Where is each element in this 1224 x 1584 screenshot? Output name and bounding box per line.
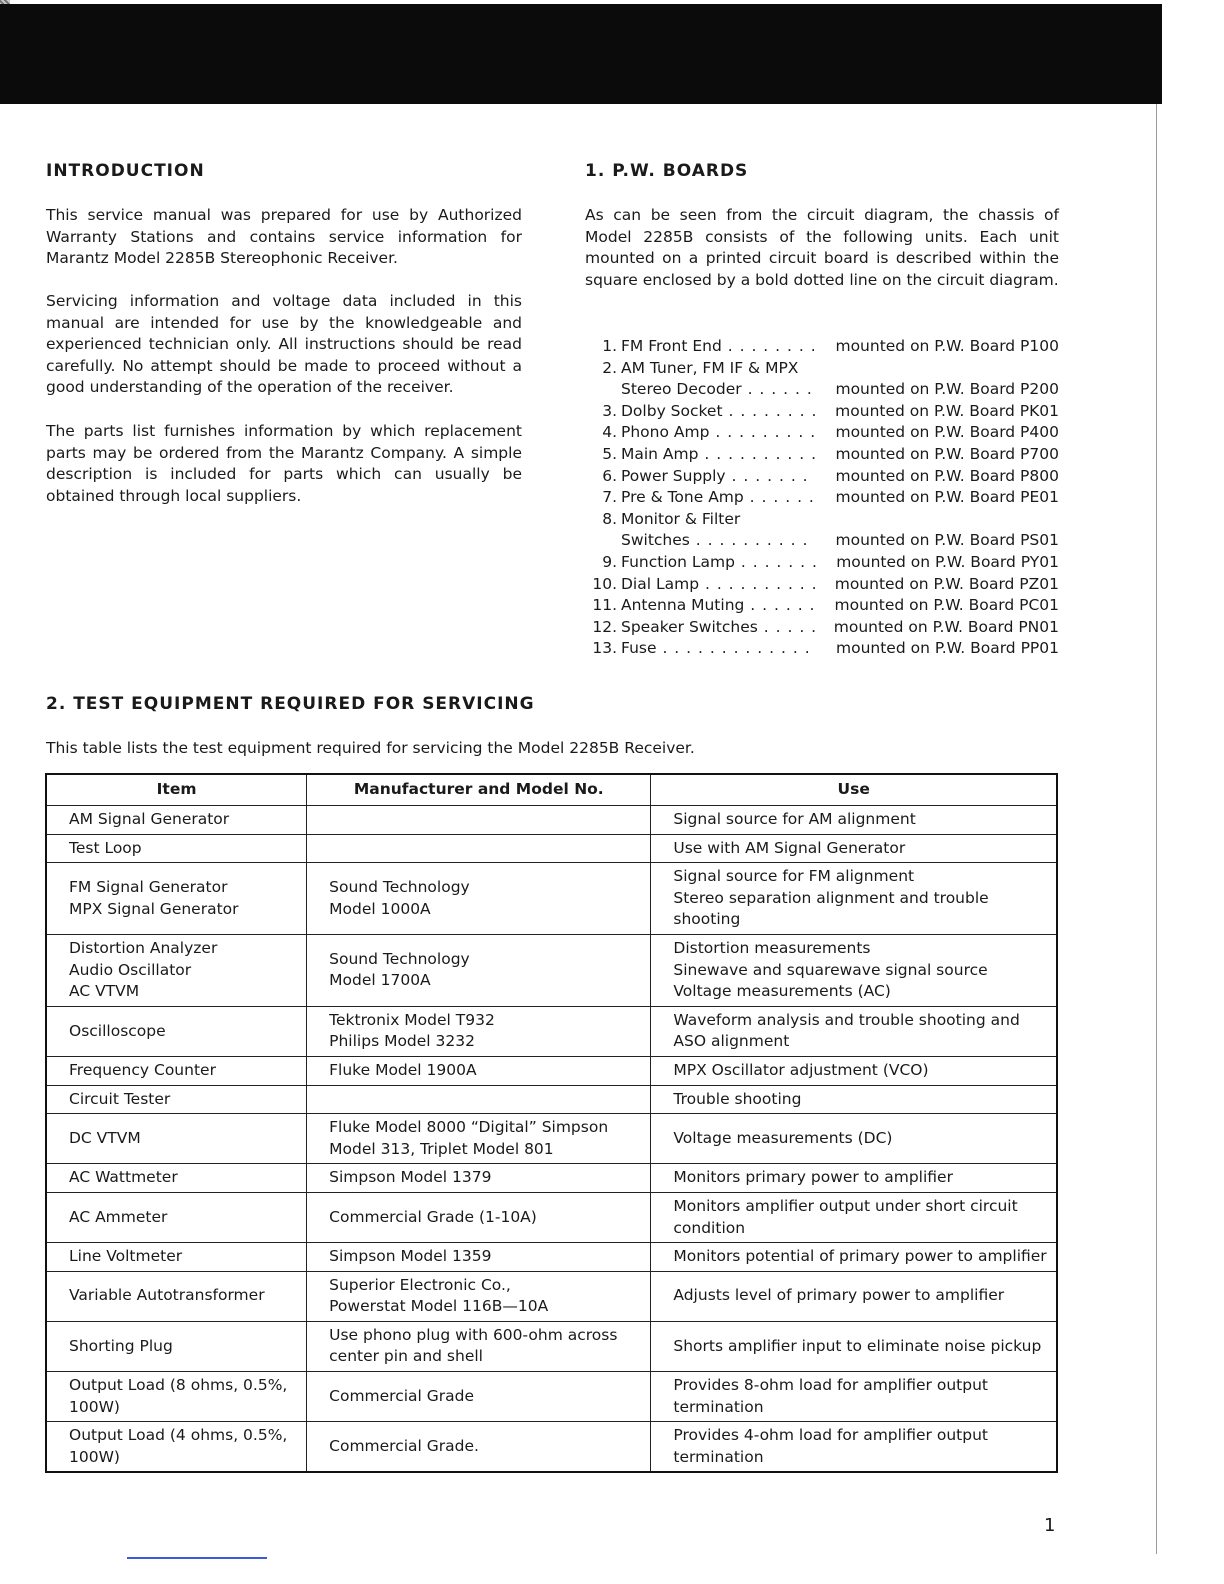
list-item-number: 2. [602,358,617,377]
introduction-title: INTRODUCTION [46,161,205,181]
list-item-name: Monitor & Filter [621,509,741,528]
list-item-number: 12. [592,617,617,636]
list-item-name-cont: Stereo Decoder . . . [617,379,816,401]
cell-item: Output Load (8 ohms, 0.5%, 100W) [46,1372,307,1422]
list-item-number: 7. [602,488,617,507]
list-item [585,336,1059,358]
cell-use: Monitors amplifier output under short circuit condition [651,1192,1057,1242]
table-row [46,1422,1057,1473]
table-row [46,1271,1057,1321]
intro-paragraph-1: This service manual was prepared for use by Authorized Warranty Stations and contains service information for Marantz Model 2285B Stereophonic Receiver. [46,206,522,268]
cell-manufacturer: Commercial Grade (1-10A) [307,1192,651,1242]
page-number: 1 [1044,1515,1056,1536]
list-item-number: 10. [592,574,617,593]
cell-item: DC VTVM [46,1114,307,1164]
list-item-name: Main Amp . . . [617,444,816,466]
list-item [585,444,1059,466]
cell-manufacturer: Simpson Model 1359 [307,1243,651,1272]
list-item-board: mounted on P.W. Board P800 [816,466,1059,488]
table-row [46,1085,1057,1114]
cell-manufacturer: Use phono plug with 600-ohm across center pin and shell [307,1321,651,1371]
cell-item: Distortion Analyzer Audio Oscillator AC VTVM [46,934,307,1006]
list-item-number: 5. [602,444,617,463]
list-item-board: mounted on P.W. Board PZ01 [816,574,1059,596]
list-item-number: 1. [602,337,617,355]
cell-use: Trouble shooting [651,1085,1057,1114]
table-row [46,1056,1057,1085]
cell-manufacturer: Fluke Model 1900A [307,1056,651,1085]
cell-item: Output Load (4 ohms, 0.5%, 100W) [46,1422,307,1473]
cell-item: Frequency Counter [46,1056,307,1085]
table-row [46,1114,1057,1164]
test-equipment-intro: This table lists the test equipment required for servicing the Model 2285B Receiver. [46,739,695,757]
table-row [46,1243,1057,1272]
list-item-board: mounted on P.W. Board P700 [816,444,1059,466]
list-item-name: Antenna Muting . . . [617,595,816,617]
cell-manufacturer: Superior Electronic Co., Powerstat Model 116B—10A [307,1271,651,1321]
cell-use: Use with AM Signal Generator [651,834,1057,863]
pw-boards-title: 1. P.W. BOARDS [585,161,749,181]
list-item-number: 9. [602,552,617,571]
cell-use: Voltage measurements (DC) [651,1114,1057,1164]
table-row [46,1164,1057,1193]
table-row [46,934,1057,1006]
list-item-name: Function Lamp . . . [617,552,816,574]
list-item-board: mounted on P.W. Board P100 [816,336,1059,358]
cell-manufacturer: Fluke Model 8000 “Digital” Simpson Model 313, Triplet Model 801 [307,1114,651,1164]
cell-use: Provides 8-ohm load for amplifier output termination [651,1372,1057,1422]
list-item [585,574,1059,596]
intro-paragraph-3: The parts list furnishes information by which replacement parts may be ordered from the Marantz Company. A simple description is included for parts which can usually be obtained through local suppliers. [46,422,522,505]
list-item-number: 3. [602,401,617,420]
cell-manufacturer: Sound Technology Model 1700A [307,934,651,1006]
list-item-board: mounted on P.W. Board PC01 [816,595,1059,617]
cell-use: Signal source for FM alignment Stereo separation alignment and trouble shooting [651,863,1057,935]
list-item-board: mounted on P.W. Board PN01 [816,617,1059,639]
cell-item: Test Loop [46,834,307,863]
cell-manufacturer [307,806,651,835]
cell-use: Adjusts level of primary power to amplifier [651,1271,1057,1321]
list-item-board: mounted on P.W. Board PE01 [816,487,1059,509]
list-item-name-cont: Switches . . . [617,530,816,552]
cell-item: AC Ammeter [46,1192,307,1242]
list-item [585,552,1059,574]
cell-item: Variable Autotransformer [46,1271,307,1321]
header-use: Use [651,774,1057,806]
list-item [585,617,1059,639]
cell-use: Signal source for AM alignment [651,806,1057,835]
cell-manufacturer: Sound Technology Model 1000A [307,863,651,935]
list-item-board: mounted on P.W. Board PY01 [816,552,1059,574]
table-row [46,834,1057,863]
cell-use: Waveform analysis and trouble shooting and ASO alignment [651,1006,1057,1056]
list-item-name: AM Tuner, FM IF & MPX [621,358,799,377]
header-banner [0,4,1162,104]
list-item-name: Pre & Tone Amp . . . [617,487,816,509]
list-item-name: Power Supply . . . [617,466,816,488]
cell-use: Monitors potential of primary power to amplifier [651,1243,1057,1272]
cell-item: Shorting Plug [46,1321,307,1371]
cell-item: Oscilloscope [46,1006,307,1056]
cell-item: FM Signal Generator MPX Signal Generator [46,863,307,935]
cell-item: Line Voltmeter [46,1243,307,1272]
cell-manufacturer: Simpson Model 1379 [307,1164,651,1193]
header-item: Item [46,774,307,806]
cell-manufacturer [307,1085,651,1114]
list-item-name: FM Front End . . . [617,336,816,358]
pw-boards-intro: As can be seen from the circuit diagram, the chassis of Model 2285B consists of the following units. Each unit mounted on a printed circuit board is described within the square enclosed by a bold dotted line on the circuit diagram. [585,206,1059,289]
cell-use: Distortion measurements Sinewave and squarewave signal source Voltage measurements (AC) [651,934,1057,1006]
table-row [46,1372,1057,1422]
list-item-number: 4. [602,423,617,442]
list-item [585,466,1059,488]
list-item-name: Dolby Socket . . . [617,401,816,423]
cell-use: Provides 4-ohm load for amplifier output termination [651,1422,1057,1473]
list-item [585,509,1059,552]
cell-manufacturer: Commercial Grade. [307,1422,651,1473]
list-item-name: Dial Lamp . . . [617,574,816,596]
intro-paragraph-2: Servicing information and voltage data included in this manual are intended for use by the knowledgeable and experienced technician only. All instructions should be read carefully. No attempt should be made to proceed without a good understanding of the operation of the receiver. [46,292,522,397]
list-item-name: Phono Amp . . . [617,422,816,444]
table-row [46,1192,1057,1242]
table-body [46,806,1057,1473]
list-item-number: 6. [602,466,617,485]
cell-item: Circuit Tester [46,1085,307,1114]
list-item-name: Fuse . . . [617,638,816,660]
scan-artifact-line [127,1557,267,1559]
cell-manufacturer: Commercial Grade [307,1372,651,1422]
page-edge-rule [1156,104,1157,1554]
list-item-board: mounted on P.W. Board PP01 [816,638,1059,660]
list-item [585,595,1059,617]
list-item-board: mounted on P.W. Board PS01 [816,530,1059,552]
cell-item: AM Signal Generator [46,806,307,835]
list-item-number: 11. [592,596,617,615]
list-item-number: 13. [592,639,617,658]
header-manufacturer: Manufacturer and Model No. [307,774,651,806]
table-row [46,1006,1057,1056]
cell-manufacturer [307,834,651,863]
table-row [46,1321,1057,1371]
cell-item: AC Wattmeter [46,1164,307,1193]
cell-use: Monitors primary power to amplifier [651,1164,1057,1193]
pw-board-list [585,336,1059,660]
table-row [46,863,1057,935]
test-equipment-table [45,773,1058,1473]
table-row [46,806,1057,835]
list-item [585,401,1059,423]
list-item-number: 8. [602,509,617,528]
list-item-name: Speaker Switches . . . [617,617,816,639]
cell-use: Shorts amplifier input to eliminate noise pickup [651,1321,1057,1371]
list-item [585,358,1059,401]
list-item-board: mounted on P.W. Board P400 [816,422,1059,444]
list-item [585,487,1059,509]
table-header-row [46,774,1057,806]
test-equipment-title: 2. TEST EQUIPMENT REQUIRED FOR SERVICING [46,694,535,714]
list-item-board: mounted on P.W. Board P200 [816,379,1059,401]
list-item [585,422,1059,444]
list-item-board: mounted on P.W. Board PK01 [816,401,1059,423]
cell-use: MPX Oscillator adjustment (VCO) [651,1056,1057,1085]
list-item [585,638,1059,660]
cell-manufacturer: Tektronix Model T932 Philips Model 3232 [307,1006,651,1056]
